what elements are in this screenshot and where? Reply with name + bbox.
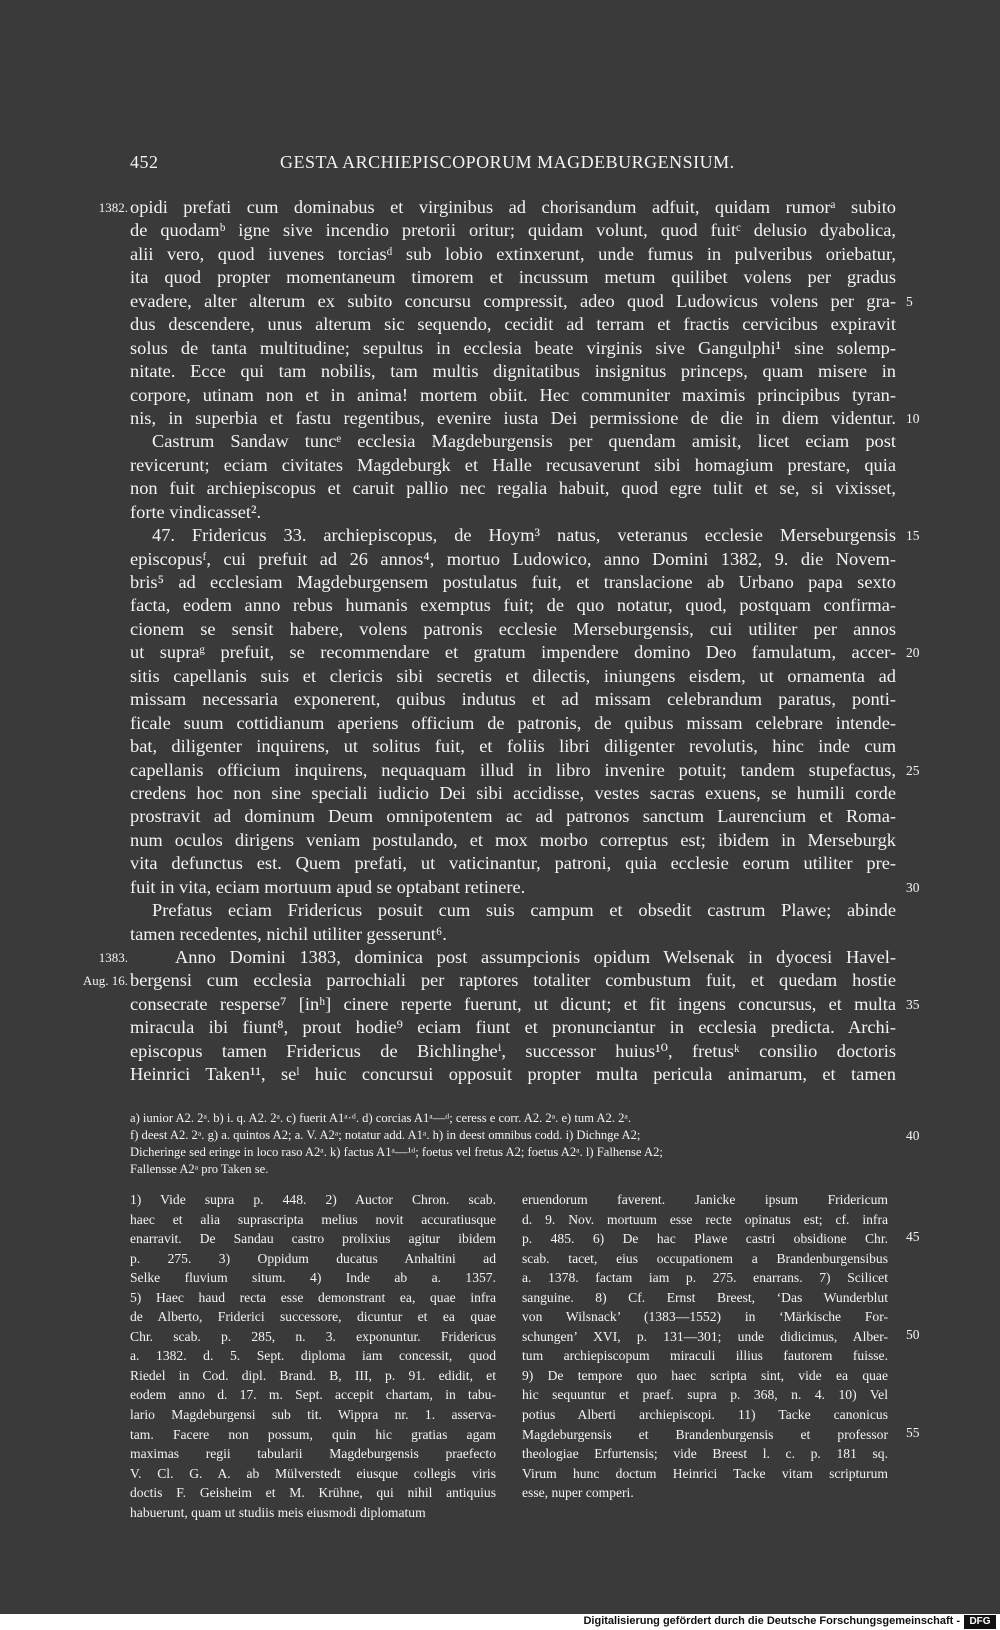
footnote-line: p. 275. 3) Oppidum ducatus Anhaltini ad [130,1250,496,1266]
text-line-content: bat, diligenter inquirens, ut solitus fuit, et foliis libri diligenter revolutis, hinc inde cum [130,736,896,757]
page-number: 452 [130,152,159,172]
footnote-line: de Alberto, Friderici successore, dicuntur et ea quae [130,1309,496,1325]
text-line [0,899,1000,922]
text-line [0,852,1000,875]
footnote-line: V. Cl. G. A. ab Mülverstedt eiusque collegis viris [130,1465,496,1481]
footnote-line: 1) Vide supra p. 448. 2) Auctor Chron. scab. [130,1192,496,1207]
footnote-line: tam. Facere non possum, quin hic gratias agam [130,1426,496,1442]
main-text [0,196,1000,1087]
text-line-content: Anno Domini 1383, dominica post assumpcionis opidum Welsenak in dyocesi Havel- [175,947,896,967]
text-line [0,641,1000,664]
running-title: GESTA ARCHIEPISCOPORUM MAGDEBURGENSIUM. [280,152,735,172]
apparatus-line [130,1161,900,1178]
text-line-content: num oculos dirigens veniam postulando, et mox morbo correptus est; ibidem in Merseburgk [130,829,896,850]
text-line [0,1040,1000,1063]
footnote-line: von Wilsnack’ (1383—1552) in ‘Märkische For- [522,1309,888,1325]
text-line-content: consecrate resperse⁷ [inʰ] cinere reperte fuerunt, ut dicunt; et fit ingens concursus, et multa [130,993,896,1014]
text-line-content: forte vindicasset². [130,501,262,522]
text-line-content: nis, in superbia et fastu regentibus, evenire iusta Dei permissione de die in diem videntur. [130,407,896,428]
footnote-line: Selke fluvium situm. 4) Inde ab a. 1357. [130,1270,496,1286]
text-line [0,243,1000,266]
line-number: 15 [906,528,920,544]
text-line [0,946,1000,969]
footnote-line: Chr. scab. p. 285, n. 3. exponuntur. Fridericus [130,1328,496,1344]
text-line [0,313,1000,336]
text-line [0,618,1000,641]
text-line-content: ita quod propter momentaneum timorem et incussum metum quilibet volens per gradus [130,267,896,288]
line-number: 40 [906,1128,920,1143]
footnote-line: d. 9. Nov. mortuum esse recte opinatus est; cf. infra [522,1211,888,1227]
text-line [0,384,1000,407]
text-line [0,712,1000,735]
text-line-content: cionem se sensit habere, volens patronis ecclesie Merseburgensis, cui utiliter per annos [130,618,896,639]
footnote-line: lario Magdeburgensi sub tit. Wippra nr. 1. asserva- [130,1407,496,1423]
footnote-line: a. 1382. d. 5. Sept. diploma iam concessit, quod [130,1348,496,1364]
text-line [0,594,1000,617]
critical-apparatus [130,1110,920,1178]
text-line [0,477,1000,500]
page-header [130,152,905,178]
apparatus-text: Dicheringe sed eringe in loco raso A2ᵃ. k) factus A1ᵃ—¹ᵈ; foetus vel fretus A2; foetus A2ᵃ. l) Falhense A2; [130,1145,663,1159]
line-number: 25 [906,762,920,778]
line-number: 30 [906,879,920,895]
line-number: 20 [906,645,920,661]
text-line-content: ut supraᵍ prefuit, se recommendare et gratum impendere domino Deo famulatum, accer- [130,642,896,663]
line-number: 55 [906,1424,920,1440]
footnote-line: Magdeburgensis et Brandenburgensis et professor [522,1426,888,1442]
text-line [0,548,1000,571]
text-line-content: capellanis officium inquirens, nequaquam illud in libro invenire potuit; tandem stupefactus, [130,759,896,780]
text-line [0,969,1000,992]
apparatus-line [130,1144,900,1161]
text-line-content: credens hoc non sine speciali iudicio Dei sibi accidisse, vestes sacras exuens, se humili corde [130,782,896,803]
text-line-content: opidi prefati cum dominabus et virginibus ad chorisandum adfuit, quidam rumorᵃ subito [130,197,896,217]
footnote-line: tum archiepiscopum miraculi illius fautorem fuisse. [522,1348,888,1364]
footnote-line: scab. tacet, eius occupationem a Brandenburgensibus [522,1250,888,1266]
text-line-content: episcopusᶠ, cui prefuit ad 26 annos⁴, mortuo Ludowico, anno Domini 1382, 9. die Novem- [130,548,896,569]
text-line [0,829,1000,852]
text-line-content: missam necessaria exponerent, quibus indutus et ad missam celebrandum paratus, ponti- [130,689,896,710]
footnote-line: habuerunt, quam ut studiis meis eiusmodi diplomatum [130,1504,426,1520]
dfg-credit: Digitalisierung gefördert durch die Deutsche Forschungsgemeinschaft - [583,1615,960,1627]
margin-year: 1382. [98,200,128,215]
text-line [0,454,1000,477]
text-line-content: sitis capellanis suis et clericis sibi secretis et dilectis, iniungens eisdem, ut ornamenta ad [130,665,896,686]
line-number: 5 [906,293,913,309]
footnote-line: sanguine. 8) Cf. Ernst Breest, ‘Das Wunderblut [522,1289,888,1305]
text-line [0,735,1000,758]
text-line-content: solus de tanta multitudine; sepultus in ecclesia beate virginis sive Gangulphi¹ sine solemp- [130,337,896,358]
footnote-line: haec et alia suprascripta melius novit accuratiusque [130,1211,496,1227]
text-line-content: corpore, utinam non et in anima! mortem obiit. Hec communiter maximis principibus tyran- [130,384,896,405]
digitization-footer [0,1614,1000,1630]
footnote-line: potius Alberti archiepiscopi. 11) Tacke canonicus [522,1407,888,1423]
text-line-content: bergensi cum ecclesia parrochiali per raptores totaliter combustum fuit, et quedam hostie [130,970,896,991]
footnotes-left-column [130,1190,496,1522]
text-line [0,407,1000,430]
text-line [0,571,1000,594]
line-number: 45 [906,1229,920,1245]
text-line-content: Prefatus eciam Fridericus posuit cum suis campum et obsedit castrum Plawe; abinde [152,900,896,921]
text-line-content: ficale suum cottidianum aperiens officium de patronis, de quibus missam celebrare intende- [130,712,896,733]
text-line-content: episcopus tamen Fridericus de Bichlingheⁱ, successor huius¹⁰, fretusᵏ consilio doctoris [130,1040,896,1061]
dfg-logo: DFG [964,1615,996,1629]
footnote-line: enarravit. De Sandau castro prolixius agitur ibidem [130,1231,496,1247]
text-line-content: bris⁵ ad ecclesiam Magdeburgensem postulatus fuit, et translacione ab Urbano papa sexto [130,572,896,592]
text-line [0,1016,1000,1039]
footnote-line: hic sequuntur et praef. supra p. 368, n. 4. 10) Vel [522,1387,888,1403]
text-line [0,993,1000,1016]
text-line [0,665,1000,688]
footnote-line: schungen’ XVI, p. 131—301; unde didicimus, Alber- [522,1328,888,1344]
text-line-content: miracula ibi fiunt⁸, prout hodie⁹ eciam fiunt et pronunciantur in ecclesia predicta. Archi- [130,1017,896,1038]
footnotes-right-column [522,1190,888,1503]
text-line-content: nitate. Ecce qui tam nobilis, tam multis dignitatibus insignitus princeps, quam misere in [130,361,896,382]
text-line [0,923,1000,946]
footnote-line: Virum hunc doctum Heinrici Tacke vitam scripturum [522,1465,888,1481]
text-line-content: evadere, alter alterum ex subito concursu compressit, adeo quod Ludowicus volens per gra- [130,290,896,311]
line-number: 50 [906,1326,920,1342]
margin-date: Aug. 16. [82,973,128,989]
text-line-content: Castrum Sandaw tuncᵉ ecclesia Magdeburgensis per quendam amisit, licet eciam post [152,431,896,452]
footnote-line: theologiae Erfurtensis; vide Breest l. c. p. 181 sq. [522,1446,888,1462]
apparatus-text: f) deest A2. 2ᵃ. g) a. quintos A2; a. V. A2ᵃ; notatur add. A1ᵃ. h) in deest omnibus codd. i) Dichnge A2; [130,1128,641,1142]
text-line [0,759,1000,782]
text-line-content: prostravit ad dominum Deum omnipotentem ac ad patronos sanctum Laurencium et Roma- [130,806,896,827]
text-line-content: revicerunt; eciam civitates Magdeburgk et Halle recusaverunt sibi homagium prestare, quia [130,454,896,475]
footnote-line: a. 1378. factam iam p. 275. enarrans. 7) Scilicet [522,1270,888,1286]
line-number: 10 [906,410,920,426]
text-line [0,1063,1000,1086]
text-line-content: tamen recedentes, nichil utiliter gesserunt⁶. [130,923,447,944]
footnote-line: p. 485. 6) De hac Plawe castri obsidione Chr. [522,1231,888,1247]
footnote-line: 5) Haec haud recta esse demonstrant ea, quae infra [130,1289,496,1305]
text-line-content: alii vero, quod iuvenes torciasᵈ sub lobio extinxerunt, unde fumus in pulveribus oriebatur, [130,243,896,264]
text-line-content: Heinrici Taken¹¹, seˡ huic concursui opposuit propter multa pericula animarum, et tamen [130,1064,896,1085]
text-line [0,876,1000,899]
text-line-content: facta, eodem anno rebus humanis exemptus fuit; de quo notatur, quod, postquam confirma- [130,595,896,616]
text-line [0,290,1000,313]
text-line [0,782,1000,805]
text-line [0,196,1000,219]
apparatus-text: Fallensse A2ᵃ pro Taken se. [130,1162,269,1176]
text-line [0,337,1000,360]
footnote-line: doctis F. Geisheim et M. Krühne, qui nihil antiquius [130,1485,496,1501]
text-line [0,430,1000,453]
text-line-content: 47. Fridericus 33. archiepiscopus, de Hoym³ natus, veteranus ecclesie Merseburgensis [152,525,896,546]
text-line-content: de quodamᵇ igne sive incendio pretorii oritur; quidam volunt, quod fuitᶜ delusio dyabolica, [130,220,896,241]
text-line [0,805,1000,828]
text-line-content: dus descendere, unus alterum sic sequendo, cecidit ad terram et fractis cervicibus expiravit [130,314,896,335]
footnote-line: eruendorum faverent. Janicke ipsum Fridericum [522,1192,888,1207]
footnote-line: esse, nuper comperi. [522,1485,634,1501]
footnote-line: 9) De tempore quo haec scripta sint, vide ea quae [522,1367,888,1383]
text-line [0,219,1000,242]
margin-year: 1383. [98,950,128,965]
apparatus-line [130,1110,900,1127]
text-line-content: non fuit archiepiscopus et caruit pallio nec regalia habuit, quod egre tulit et se, si vixisset, [130,478,896,499]
text-line [0,524,1000,547]
text-line [0,501,1000,524]
text-line [0,360,1000,383]
apparatus-line [130,1127,920,1144]
apparatus-text: a) iunior A2. 2ᵃ. b) i. q. A2. 2ᵃ. c) fuerit A1ᵃ·ᵈ. d) corcias A1ᵃ—ᵈ; ceress e corr. A2. 2ᵃ. e) tum A2. 2ᵃ. [130,1111,632,1125]
footnote-line: Riedel in Cod. dipl. Brand. B, III, p. 91. edidit, et [130,1367,496,1383]
text-line-content: vita defunctus est. Quem prefati, ut vaticinantur, patroni, quia ecclesie eorum utiliter pre- [130,853,896,874]
footnote-line: eodem anno d. 17. m. Sept. accepit chartam, in tabu- [130,1387,496,1403]
text-line [0,266,1000,289]
footnote-line: maximas regii tabularii Magdeburgensis praefecto [130,1446,496,1462]
text-line [0,688,1000,711]
text-line-content: fuit in vita, eciam mortuum apud se optabant retinere. [130,876,526,897]
line-number: 35 [906,996,920,1012]
